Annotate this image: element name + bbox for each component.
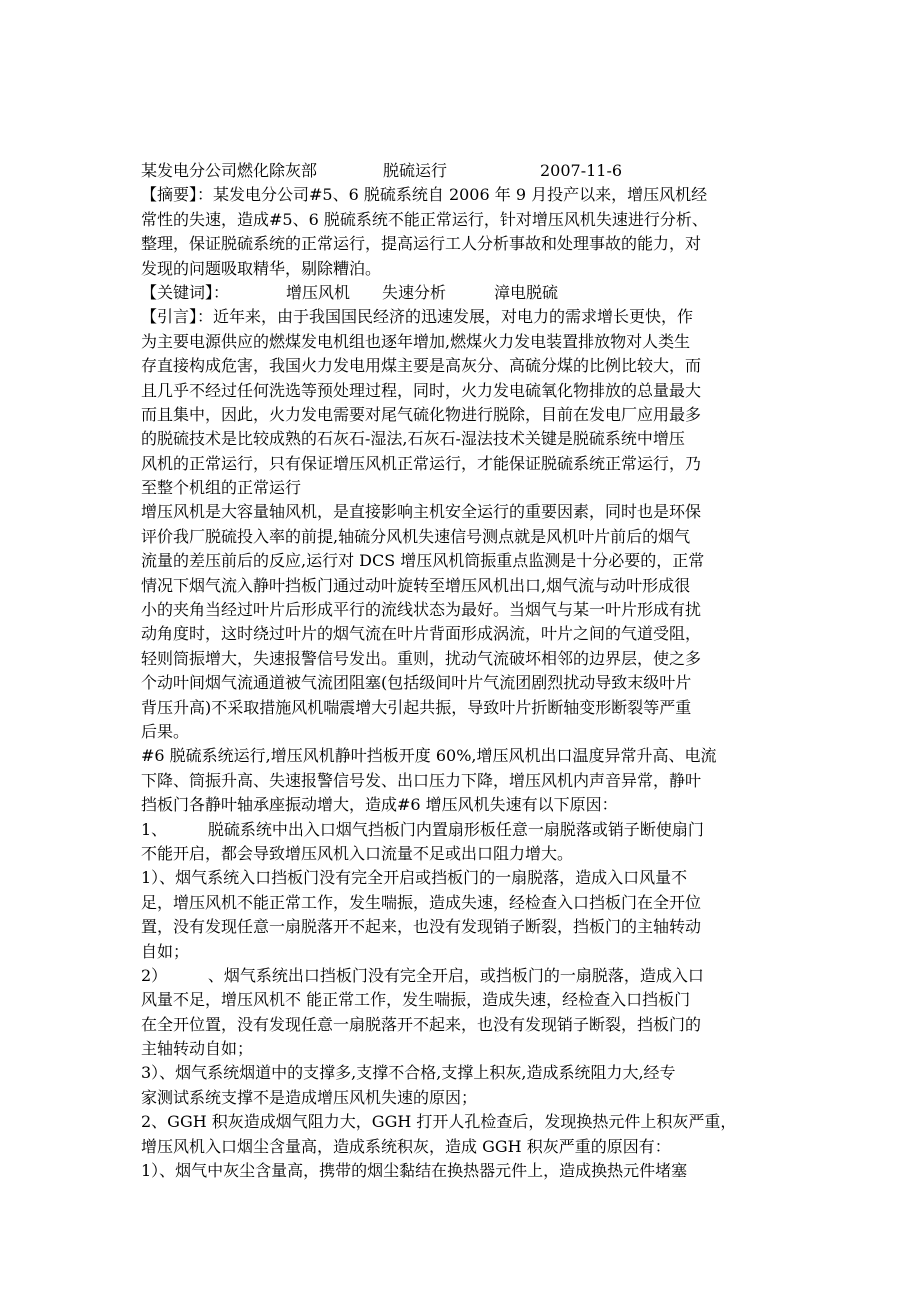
body-text	[141, 305, 789, 1183]
text-line: 2、GGH 积灰造成烟气阻力大，GGH 打开人孔检查后，发现换热元件上积灰严重，	[141, 1112, 737, 1132]
text-line: 且几乎不经过任何洗选等预处理过程，同时，火力发电硫氧化物排放的总量最大	[141, 380, 702, 400]
text-line: 下降、筒振升高、失速报警信号发、出口压力下降，增压风机内声音异常，静叶	[141, 770, 702, 790]
section-name: 脱硫运行	[383, 161, 448, 180]
text-line: 而且集中，因此，火力发电需要对尾气硫化物进行脱除，目前在发电厂应用最多	[141, 404, 702, 424]
text-line: 小的夹角当经过叶片后形成平行的流线状态为最好。当烟气与某一叶片形成有扰	[141, 600, 702, 620]
text-line: 个动叶间烟气流通道被气流团阻塞(包括级间叶片气流团剧烈扰动导致末级叶片	[141, 673, 692, 693]
text-line: 置，没有发现任意一扇脱落开不起来，也没有发现销子断裂，挡板门的主轴转动	[141, 917, 702, 937]
text-line: 评价我厂脱硫投入率的前提,轴硫分风机失速信号测点就是风机叶片前后的烟气	[141, 526, 691, 546]
text-line: 至整个机组的正常运行	[141, 478, 302, 498]
text-line: 动角度时，这时绕过叶片的烟气流在叶片背面形成涡流，叶片之间的气道受阻，	[141, 624, 702, 644]
keywords-label: 【关键词】：	[141, 282, 230, 302]
text-line: 【引言】：近年来，由于我国国民经济的迅速发展，对电力的需求增长更快，作	[141, 307, 694, 327]
text-line: 自如；	[141, 941, 190, 961]
text-line: 风量不足，增压风机不 能正常工作，发生喘振，造成失速，经检查入口挡板门	[141, 990, 691, 1010]
text-line: 为主要电源供应的燃煤发电机组也逐年增加,燃煤火力发电装置排放物对人类生	[141, 331, 691, 351]
text-line: 1）、烟气系统入口挡板门没有完全开启或挡板门的一扇脱落，造成入口风量不	[141, 868, 688, 888]
text-line: 家测试系统支撑不是造成增压风机失速的原因；	[141, 1087, 478, 1107]
text-line: 轻则筒振增大，失速报警信号发出。重则，扰动气流破坏相邻的边界层，使之多	[141, 648, 702, 668]
text-line: 风机的正常运行，只有保证增压风机正常运行，才能保证脱硫系统正常运行，乃	[141, 453, 702, 473]
text-line: 存直接构成危害，我国火力发电用煤主要是高灰分、高硫分煤的比例比较大，而	[141, 356, 702, 376]
keyword: 增压风机	[286, 282, 351, 302]
text-line: 整理，保证脱硫系统的正常运行，提高运行工人分析事故和处理事故的能力，对	[141, 234, 702, 254]
text-line: 流量的差压前后的反应,运行对 DCS 增压风机筒振重点监测是十分必要的，正常	[141, 551, 705, 571]
text-line: 1、 脱硫系统中出入口烟气挡板门内置扇形板任意一扇脱落或销子断使扇门	[141, 819, 704, 839]
document-header	[141, 159, 789, 183]
keyword: 漳电脱硫	[494, 282, 559, 302]
text-line: 情况下烟气流入静叶挡板门通过动叶旋转至增压风机出口,烟气流与动叶形成很	[141, 575, 691, 595]
keywords-line	[141, 281, 789, 305]
abstract-block	[141, 183, 789, 281]
text-line: 后果。	[141, 721, 190, 741]
text-line: 不能开启，都会导致增压风机入口流量不足或出口阻力增大。	[141, 843, 574, 863]
text-line: 常性的失速，造成#5、6 脱硫系统不能正常运行，针对增压风机失速进行分析、	[141, 209, 708, 229]
text-line: 足，增压风机不能正常工作，发生喘振，造成失速，经检查入口挡板门在全开位	[141, 892, 702, 912]
text-line: 挡板门各静叶轴承座振动增大，造成#6 增压风机失速有以下原因：	[141, 795, 618, 815]
text-line: #6 脱硫系统运行,增压风机静叶挡板开度 60%,增压风机出口温度异常升高、电流	[141, 746, 717, 766]
text-line: 1）、烟气中灰尘含量高，携带的烟尘黏结在换热器元件上，造成换热元件堵塞	[141, 1161, 688, 1181]
text-line: 3）、烟气系统烟道中的支撑多,支撑不合格,支撑上积灰,造成系统阻力大,经专	[141, 1063, 676, 1083]
text-line: 主轴转动自如；	[141, 1039, 254, 1059]
text-line: 在全开位置，没有发现任意一扇脱落开不起来，也没有发现销子断裂，挡板门的	[141, 1014, 702, 1034]
text-line: 背压升高)不采取措施风机喘震增大引起共振，导致叶片折断轴变形断裂等严重	[141, 697, 692, 717]
text-line: 【摘要】：某发电分公司#5、6 脱硫系统自 2006 年 9 月投产以来，增压风机经	[141, 185, 708, 205]
text-line: 增压风机入口烟尘含量高，造成系统积灰，造成 GGH 积灰严重的原因有：	[141, 1136, 671, 1156]
text-line: 发现的问题吸取精华，剔除糟泊。	[141, 258, 382, 278]
document-page	[141, 159, 789, 1183]
text-line: 的脱硫技术是比较成熟的石灰石-湿法,石灰石-湿法技术关键是脱硫系统中增压	[141, 429, 685, 449]
text-line: 增压风机是大容量轴风机，是直接影响主机安全运行的重要因素，同时也是环保	[141, 502, 702, 522]
department-name: 某发电分公司燃化除灰部	[141, 161, 318, 180]
document-date: 2007-11-6	[540, 161, 623, 180]
text-line: 2） 、烟气系统出口挡板门没有完全开启，或挡板门的一扇脱落，造成入口	[141, 965, 704, 985]
keyword: 失速分析	[382, 282, 447, 302]
